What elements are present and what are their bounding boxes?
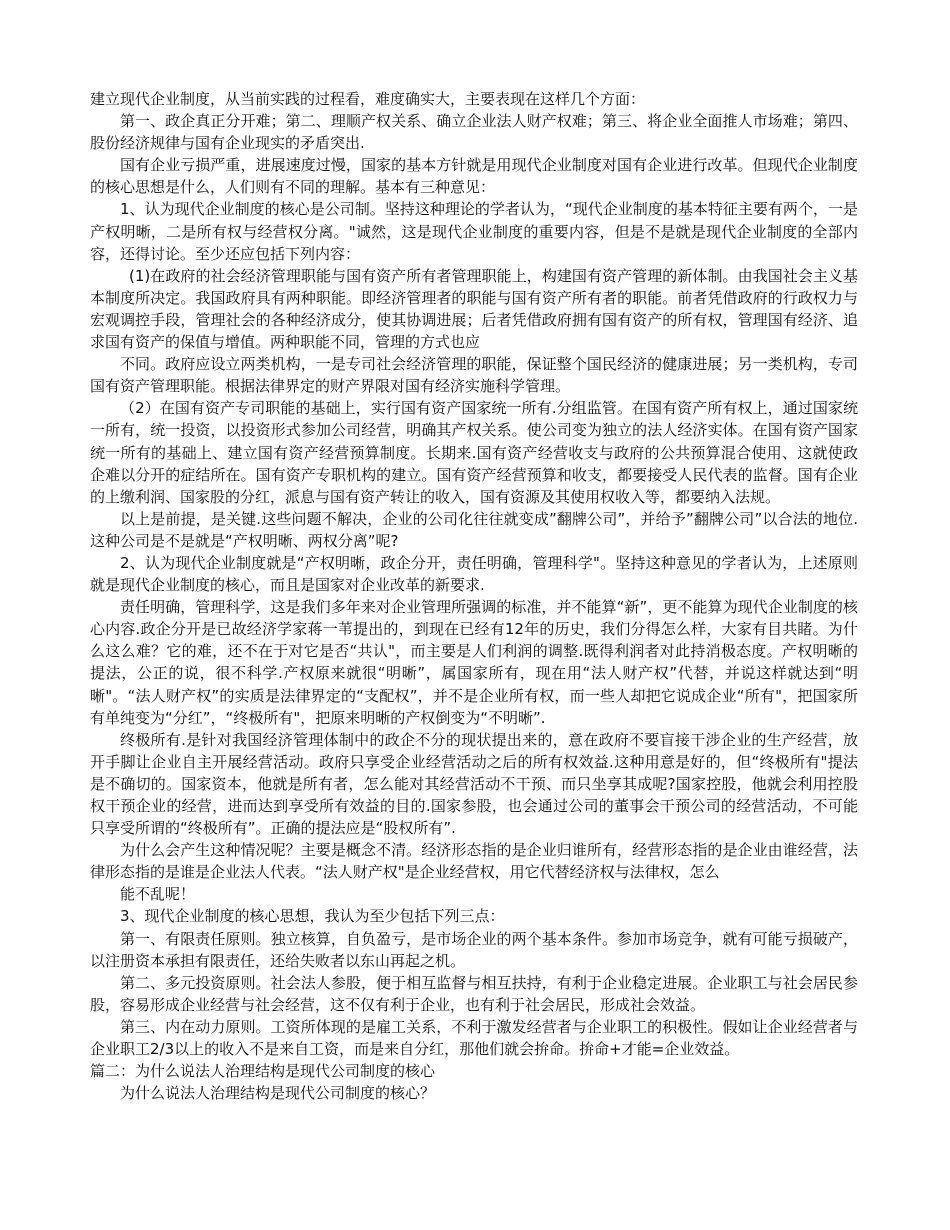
paragraph-14: 3、现代企业制度的核心思想，我认为至少包括下列三点： (120, 907, 505, 926)
paragraph-13: 能不乱呢！ (120, 885, 196, 904)
paragraph-7: （2）在国有资产专司职能的基础上，实行国有资产国家统一所有.分组监管。在国有资产所有权上，通过国家统一所有，统一投资，以投资形式参加公司经营，明确其产权关系。使公司变为独立的法人经济实体。在国有资产国家统一所有的基础上、建立国有资产经营预算制度。长期来.国有资产经营收支与政府的公共预算混合使用、这就使政企难以分开的症结所在。国有资产专职机构的建立。国有资产经营预算和收支，都要接受人民代表的监督。国有企业的上缴利润、国家股的分红，派息与国有资产转让的收入，国有资源及其使用权收入等，都要纳入法规。 (90, 399, 858, 506)
paragraph-6: 不同。政府应设立两类机构，一是专司社会经济管理的职能，保证整个国民经济的健康进展；另一类机构，专司国有资产管理职能。根据法律界定的财产界限对国有经济实施科学管理。 (90, 355, 858, 396)
paragraph-11: 终极所有.是针对我国经济管理体制中的政企不分的现状提出来的，意在政府不要盲接干涉企业的生产经营，放开手脚让企业自主开展经营活动。政府只享受企业经营活动之后的所有权效益.这种用意是好的，但“终极所有"提法是不确切的。国家资本，他就是所有者，怎么能对其经营活动不干预、而只坐享其成呢?国家控股，他就会利用控股权干预企业的经营，进而达到享受所有效益的目的.国家参股，也会通过公司的董事会干预公司的经营活动，不可能只享受所谓的“终极所有”。正确的提法应是“股权所有”. (90, 730, 858, 838)
paragraph-2: 第一、政企真正分开难；第二、理顺产权关系、确立企业法人财产权难；第三、将企业全面推人市场难；第四、股份经济规律与国有企业现实的矛盾突出. (90, 112, 858, 153)
paragraph-3: 国有企业亏损严重，进展速度过慢，国家的基本方针就是用现代企业制度对国有企业进行改革。但现代企业制度的核心思想是什么，人们则有不同的理解。基本有三种意见： (90, 156, 858, 197)
paragraph-16: 第二、多元投资原则。社会法人参股，便于相互监督与相互扶持，有利于企业稳定进展。企业职工与社会居民参股，容易形成企业经营与社会经营，这不仅有利于企业，也有利于社会居民，形成社会效益。 (90, 973, 858, 1014)
paragraph-8: 以上是前提，是关键.这些问题不解决，企业的公司化往往就变成”翻牌公司”，并给予”翻牌公司”以合法的地位.这种公司是不是就是“产权明晰、两权分离”呢? (90, 509, 858, 550)
paragraph-1: 建立现代企业制度，从当前实践的过程看，难度确实大，主要表现在这样几个方面： (90, 90, 646, 108)
paragraph-4: 1、认为现代企业制度的核心是公司制。坚持这种理论的学者认为，“现代企业制度的基本特征主要有两个，一是产权明晰，二是所有权与经营权分离。"诚然，这是现代企业制度的重要内容，但是不是就是现代企业制度的全部内容，还得讨论。至少还应包括下列内容： (90, 200, 858, 263)
paragraph-10: 责任明确，管理科学，这是我们多年来对企业管理所强调的标准，并不能算“新”，更不能算为现代企业制度的核心内容.政企分开是已故经济学家蒋一苇提出的，到现在已经有12年的历史，我们分得怎么样，大家有目共睹。为什么这么难？它的难，还不在于对它是否“共认"，而主要是人们利润的调整.既得利润者对此持消极态度。产权明晰的提法，公正的说，很不科学.产权原来就很“明晰”，属国家所有，现在用“法人财产权”代替，并说这样就达到“明晰"。“法人财产权”的实质是法律界定的“支配权”，并不是企业所有权，而一些人却把它说成企业“所有"，把国家所有单纯变为“分红”，“终极所有"，把原来明晰的产权倒变为“不明晰”. (90, 598, 858, 727)
paragraph-15: 第一、有限责任原则。独立核算，自负盈亏，是市场企业的两个基本条件。参加市场竞争，就有可能亏损破产，以注册资本承担有限责任，还给失败者以东山再起之机。 (90, 929, 858, 970)
paragraph-12: 为什么会产生这种情况呢？主要是概念不清。经济形态指的是企业归谁所有，经营形态指的是企业由谁经营，法律形态指的是谁是企业法人代表。“法人财产权"是企业经营权，用它代替经济权与法律权，怎么 (90, 841, 858, 882)
paragraph-5: (1)在政府的社会经济管理职能与国有资产所有者管理职能上，构建国有资产管理的新体制。由我国社会主义基本制度所决定。我国政府具有两种职能。即经济管理者的职能与国有资产所有者的职能。前者凭借政府的行政权力与宏观调控手段，管理社会的各种经济成分，使其协调进展；后者凭借政府拥有国有资产的所有权，管理国有经济、追求国有资产的保值与增值。两种职能不同，管理的方式也应 (90, 266, 858, 352)
section-heading: 篇二：为什么说法人治理结构是现代公司制度的核心 (90, 1062, 436, 1081)
paragraph-9: 2、认为现代企业制度就是“产权明晰，政企分开，责任明确，管理科学"。坚持这种意见的学者认为，上述原则就是现代企业制度的核心，而且是国家对企业改革的新要求. (90, 553, 858, 595)
paragraph-19: 为什么说法人治理结构是现代公司制度的核心？ (120, 1084, 436, 1103)
paragraph-17: 第三、内在动力原则。工资所体现的是雇工关系，不利于激发经营者与企业职工的积极性。假如让企业经营者与企业职工2/3以上的收入不是来自工资，而是来自分红，那他们就会拚命。拚命+才能=企业效益。 (90, 1017, 858, 1059)
